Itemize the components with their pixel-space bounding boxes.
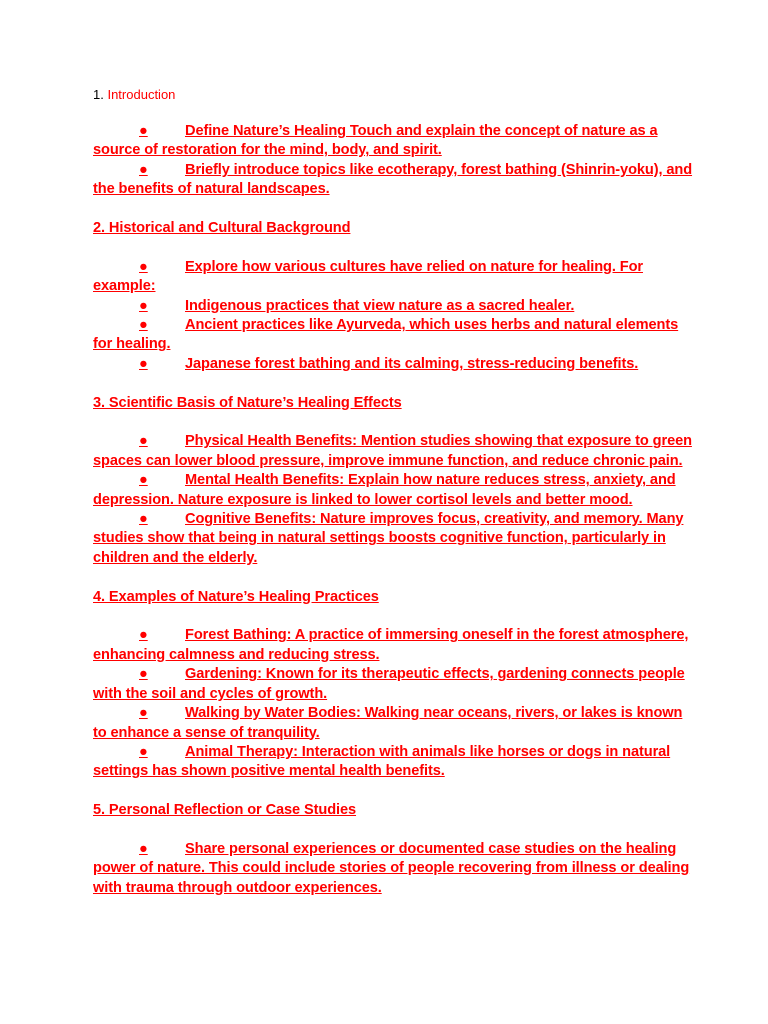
bullet-icon: ● (139, 297, 148, 314)
list-item (93, 510, 693, 568)
list-item-text: Physical Health Benefits: Mention studies showing that exposure to green spaces can lower blood pressure, improve immune function, and reduce chronic pain. (93, 433, 692, 469)
list-item (93, 743, 693, 782)
list-item-text: Share personal experiences or documented case studies on the healing power of nature. This could include stories of people recovering from illness or dealing with trauma through outdoor experiences. (93, 840, 690, 896)
document-body (93, 86, 693, 898)
intro-label: Introduction (107, 87, 176, 102)
section (93, 782, 693, 898)
section-heading: 4. Examples of Nature’s Healing Practices (93, 588, 379, 605)
tab-space (93, 510, 139, 529)
list-item (93, 626, 693, 665)
intro-heading (93, 86, 693, 104)
heading-spacer (93, 413, 693, 432)
bullet-icon: ● (139, 472, 148, 489)
heading-spacer (93, 238, 693, 257)
bullet-icon: ● (139, 355, 148, 372)
tab-space (93, 122, 139, 141)
intro-number: 1. (93, 87, 104, 102)
section (93, 374, 693, 568)
bullet-icon: ● (139, 317, 148, 334)
list-item (93, 432, 693, 471)
tab-space (93, 704, 139, 723)
section-heading: 2. Historical and Cultural Background (93, 220, 351, 237)
list-item-text: Gardening: Known for its therapeutic effects, gardening connects people with the soil and cycles of growth. (93, 666, 685, 702)
tab-space (93, 258, 139, 277)
heading-spacer (93, 607, 693, 626)
list-item-text: Define Nature’s Healing Touch and explain the concept of nature as a source of restoration for the mind, body, and spirit. (93, 123, 658, 159)
list-item (93, 122, 693, 161)
list-item (93, 355, 693, 374)
list-item (93, 258, 693, 297)
bullet-icon: ● (139, 666, 148, 683)
bullet-icon: ● (139, 433, 148, 450)
bullet-icon: ● (139, 705, 148, 722)
heading-spacer (93, 821, 693, 840)
bullet-icon: ● (139, 743, 148, 760)
section-heading: 5. Personal Reflection or Case Studies (93, 802, 357, 819)
list-item (93, 471, 693, 510)
list-item (93, 316, 693, 355)
tab-space (93, 355, 139, 374)
list-item (93, 297, 693, 316)
tab-space (93, 840, 139, 859)
list-item-text: Explore how various cultures have relied on nature for healing. For example: (93, 258, 643, 295)
section (93, 568, 693, 781)
list-item-text: Cognitive Benefits: Nature improves focus, creativity, and memory. Many studies show that being in natural settings boosts cognitive function, particularly in children and the elderly. (93, 511, 684, 566)
bullet-icon: ● (139, 161, 148, 178)
list-item-text: Briefly introduce topics like ecotherapy, forest bathing (Shinrin-yoku), and the benefits of natural landscapes. (93, 161, 693, 198)
tab-space (93, 665, 139, 684)
list-item (93, 840, 693, 898)
tab-space (93, 432, 139, 451)
tab-space (93, 471, 139, 490)
tab-space (93, 161, 139, 180)
section-gap (93, 782, 693, 801)
section-gap (93, 568, 693, 587)
list-item-text: Mental Health Benefits: Explain how nature reduces stress, anxiety, and depression. Nature exposure is linked to lower cortisol levels and better mood. (93, 472, 676, 508)
tab-space (93, 626, 139, 645)
tab-space (93, 316, 139, 335)
list-item-text: Ancient practices like Ayurveda, which uses herbs and natural elements for healing. (93, 317, 679, 353)
list-item-text: Japanese forest bathing and its calming, stress-reducing benefits. (185, 355, 639, 372)
bullet-icon: ● (139, 627, 148, 644)
list-item (93, 665, 693, 704)
bullet-icon: ● (139, 258, 148, 275)
tab-space (93, 297, 139, 316)
section-gap (93, 200, 693, 219)
list-item (93, 161, 693, 200)
bullet-icon: ● (139, 511, 148, 528)
list-item (93, 704, 693, 743)
section (93, 122, 693, 200)
sections-container (93, 122, 693, 898)
section-heading: 3. Scientific Basis of Nature’s Healing Effects (93, 394, 402, 411)
list-item-text: Animal Therapy: Interaction with animals like horses or dogs in natural settings has shown positive mental health benefits. (93, 743, 671, 780)
list-item-text: Walking by Water Bodies: Walking near oceans, rivers, or lakes is known to enhance a sense of tranquility. (93, 705, 683, 741)
bullet-icon: ● (139, 840, 148, 857)
list-item-text: Indigenous practices that view nature as a sacred healer. (185, 297, 575, 314)
section-gap (93, 374, 693, 393)
section (93, 200, 693, 375)
bullet-icon: ● (139, 123, 148, 139)
list-item-text: Forest Bathing: A practice of immersing oneself in the forest atmosphere, enhancing calmness and reducing stress. (93, 627, 689, 663)
tab-space (93, 743, 139, 762)
